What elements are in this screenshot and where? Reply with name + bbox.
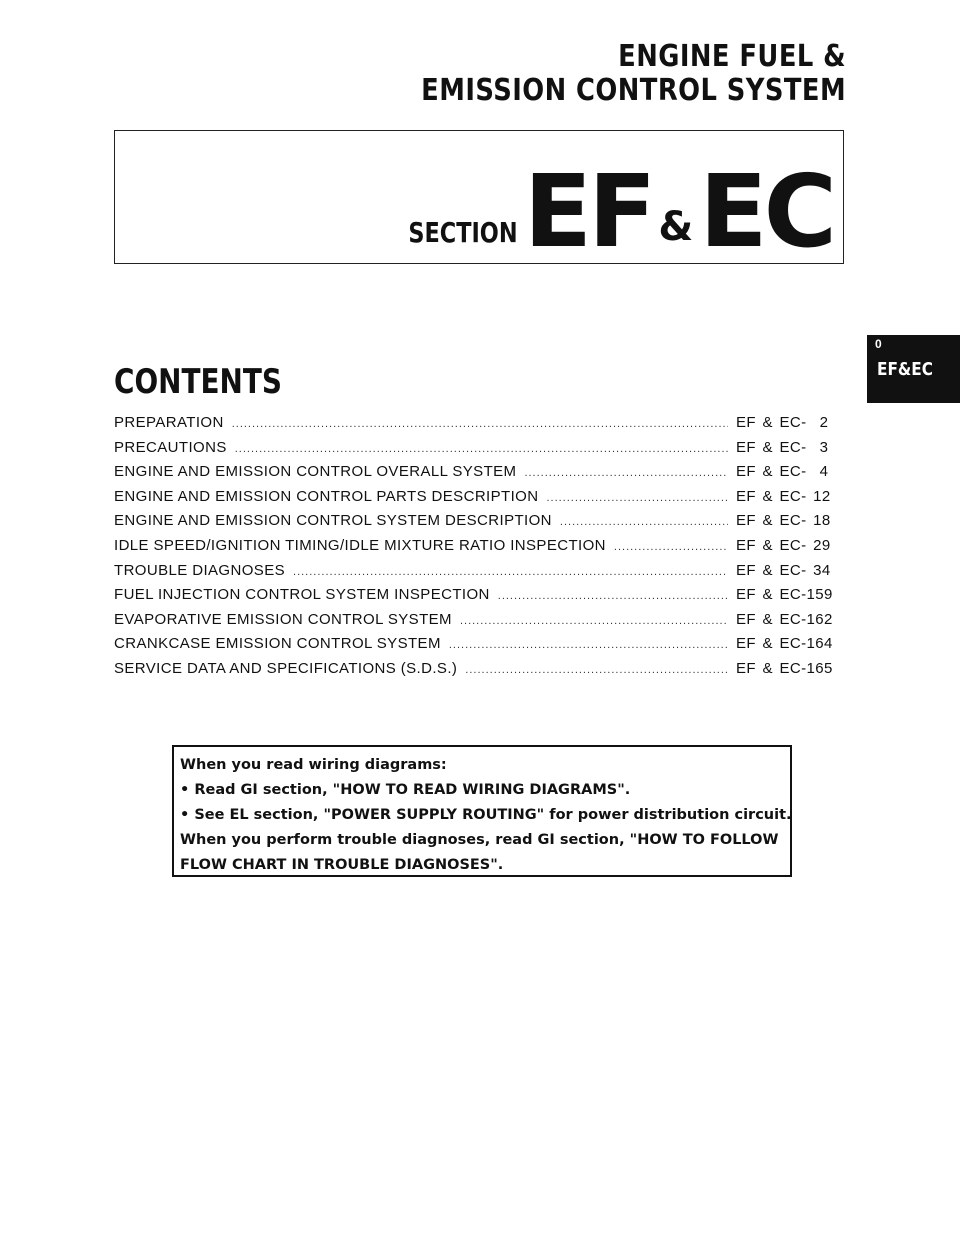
toc-entry-page: EF & EC-164	[736, 635, 833, 653]
toc-entry-title: CRANKCASE EMISSION CONTROL SYSTEM	[114, 635, 441, 653]
section-word: SECTION	[408, 216, 518, 249]
toc-leader-dots	[614, 541, 728, 553]
note-line: When you read wiring diagrams:	[180, 757, 447, 773]
toc-entry-service-data[interactable]	[114, 660, 846, 685]
toc-leader-dots	[465, 664, 728, 676]
toc-entry-parts-description[interactable]	[114, 488, 846, 513]
toc-leader-dots	[498, 590, 728, 602]
toc-entry-fuel-injection-inspection[interactable]	[114, 586, 846, 611]
toc-entry-title: FUEL INJECTION CONTROL SYSTEM INSPECTION	[114, 586, 490, 604]
toc-leader-dots	[293, 566, 728, 578]
toc-entry-page: EF & EC- 18	[736, 512, 831, 530]
toc-entry-page: EF & EC- 2	[736, 414, 829, 431]
section-title-line-2: EMISSION CONTROL SYSTEM	[421, 73, 846, 108]
section-tab-badge	[867, 335, 960, 403]
toc-entry-page: EF & EC- 34	[736, 561, 831, 579]
toc-entry-idle-speed-inspection[interactable]	[114, 537, 846, 562]
contents-heading: CONTENTS	[114, 362, 282, 402]
toc-leader-dots	[560, 516, 728, 528]
note-line: • Read GI section, "HOW TO READ WIRING DIAGRAMS".	[180, 782, 631, 798]
wiring-diagram-note	[172, 745, 792, 877]
toc-entry-overall-system[interactable]	[114, 463, 846, 488]
toc-entry-title: PREPARATION	[114, 414, 224, 431]
toc-entry-title: ENGINE AND EMISSION CONTROL OVERALL SYSTEM	[114, 463, 517, 481]
table-of-contents	[114, 414, 846, 685]
note-line: When you perform trouble diagnoses, read GI section, "HOW TO FOLLOW	[180, 832, 779, 848]
toc-entry-title: IDLE SPEED/IGNITION TIMING/IDLE MIXTURE RATIO INSPECTION	[114, 536, 606, 554]
toc-leader-dots	[460, 615, 728, 627]
toc-entry-precautions[interactable]	[114, 439, 846, 464]
toc-entry-page: EF & EC- 4	[736, 463, 829, 481]
tab-label: EF&EC	[877, 359, 933, 380]
toc-entry-preparation[interactable]	[114, 414, 846, 439]
toc-entry-trouble-diagnoses[interactable]	[114, 562, 846, 587]
section-title-line-1: ENGINE FUEL &	[618, 39, 846, 74]
note-line: • See EL section, "POWER SUPPLY ROUTING" for power distribution circuit.	[180, 807, 792, 823]
section-code-row	[381, 153, 833, 270]
toc-entry-title: EVAPORATIVE EMISSION CONTROL SYSTEM	[114, 610, 452, 628]
section-code-box	[114, 130, 844, 270]
toc-entry-system-description[interactable]	[114, 512, 846, 537]
toc-entry-title: ENGINE AND EMISSION CONTROL PARTS DESCRIPTION	[114, 487, 539, 505]
toc-entry-title: SERVICE DATA AND SPECIFICATIONS (S.D.S.)	[114, 659, 458, 677]
section-code-ef: EF	[523, 153, 653, 270]
toc-entry-evaporative-emission[interactable]	[114, 611, 846, 636]
toc-entry-title: PRECAUTIONS	[114, 438, 227, 456]
toc-entry-page: EF & EC- 29	[736, 536, 831, 554]
tab-mark: 0	[875, 337, 882, 351]
toc-entry-page: EF & EC- 3	[736, 438, 829, 456]
toc-entry-title: ENGINE AND EMISSION CONTROL SYSTEM DESCRIPTION	[114, 512, 552, 530]
toc-entry-crankcase-emission[interactable]	[114, 635, 846, 660]
toc-entry-page: EF & EC-159	[736, 586, 833, 604]
toc-entry-page: EF & EC- 12	[736, 487, 831, 505]
toc-entry-page: EF & EC-162	[736, 610, 833, 628]
section-code-ec: EC	[699, 153, 833, 270]
toc-leader-dots	[449, 639, 728, 651]
section-title	[421, 40, 846, 108]
toc-leader-dots	[232, 418, 728, 430]
toc-leader-dots	[235, 443, 728, 455]
toc-leader-dots	[524, 467, 728, 479]
toc-entry-page: EF & EC-165	[736, 659, 833, 677]
note-line: FLOW CHART IN TROUBLE DIAGNOSES".	[180, 857, 504, 873]
toc-entry-title: TROUBLE DIAGNOSES	[114, 561, 286, 579]
section-code-ampersand: &	[658, 204, 694, 250]
toc-leader-dots	[546, 492, 728, 504]
